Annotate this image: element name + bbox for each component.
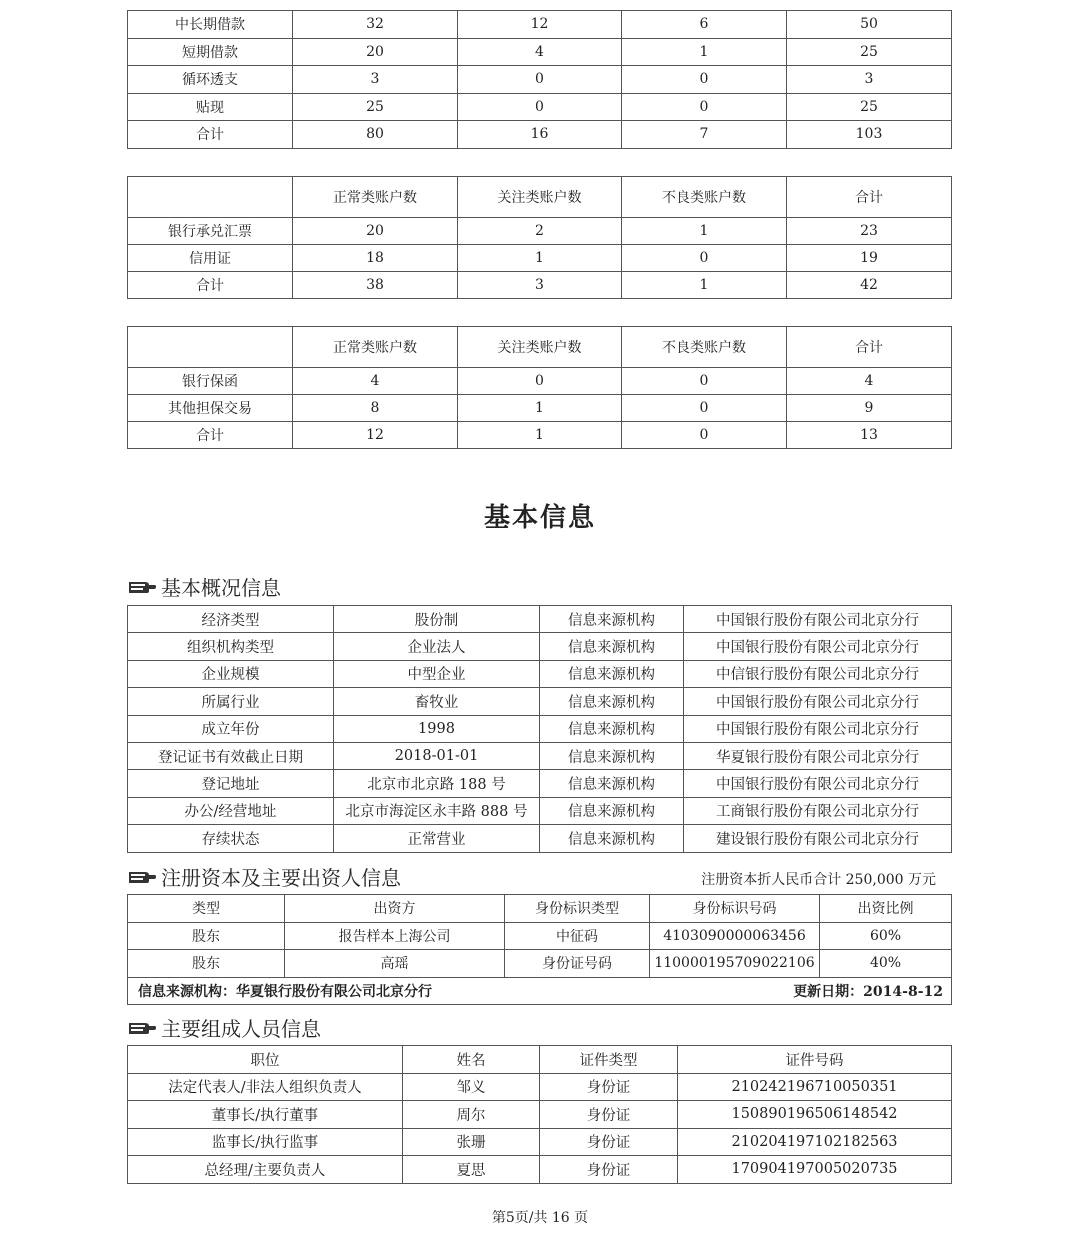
field-value: 股份制 — [334, 606, 540, 633]
table-row — [128, 422, 952, 449]
cell: 4 — [293, 368, 458, 395]
table-row — [128, 770, 952, 797]
row-label: 合计 — [128, 422, 293, 449]
cell: 0 — [622, 245, 787, 272]
field-label: 经济类型 — [128, 606, 334, 633]
cell: 股东 — [128, 922, 285, 950]
source-text: 信息来源机构：华夏银行股份有限公司北京分行 — [138, 983, 432, 1000]
cell: 身份证 — [540, 1101, 678, 1129]
field-label: 成立年份 — [128, 715, 334, 742]
table-header-row — [128, 327, 952, 368]
field-value: 北京市北京路 188 号 — [334, 770, 540, 797]
row-label: 贴现 — [128, 93, 293, 121]
source-value: 中国银行股份有限公司北京分行 — [684, 688, 952, 715]
cell: 50 — [787, 11, 952, 39]
section-title: 基本概况信息 — [161, 576, 281, 600]
cell: 170904197005020735 — [678, 1156, 952, 1184]
source-label: 信息来源机构 — [540, 715, 684, 742]
cell: 12 — [293, 422, 458, 449]
cell: 20 — [293, 218, 458, 245]
header-cell — [128, 327, 293, 368]
table-row — [128, 368, 952, 395]
table-row — [128, 825, 952, 852]
header-cell: 身份标识号码 — [650, 895, 820, 923]
field-value: 2018-01-01 — [334, 742, 540, 769]
basic-info-table — [127, 605, 952, 853]
table-row — [128, 797, 952, 824]
field-value: 1998 — [334, 715, 540, 742]
cell: 3 — [787, 66, 952, 94]
cell: 周尔 — [403, 1101, 540, 1129]
personnel-heading — [127, 1013, 321, 1042]
cell: 42 — [787, 272, 952, 299]
table-row — [128, 688, 952, 715]
table-header-row — [128, 895, 952, 923]
cell: 身份证 — [540, 1156, 678, 1184]
cell: 身份证 — [540, 1128, 678, 1156]
field-label: 所属行业 — [128, 688, 334, 715]
header-cell: 关注类账户数 — [458, 177, 622, 218]
shareholder-table — [127, 894, 952, 1005]
field-label: 登记地址 — [128, 770, 334, 797]
table-row — [128, 272, 952, 299]
row-label: 短期借款 — [128, 38, 293, 66]
cell: 13 — [787, 422, 952, 449]
cell: 4 — [787, 368, 952, 395]
cell: 19 — [787, 245, 952, 272]
source-value: 中国银行股份有限公司北京分行 — [684, 770, 952, 797]
header-cell: 不良类账户数 — [622, 177, 787, 218]
cell: 103 — [787, 121, 952, 149]
pointing-hand-icon — [127, 866, 157, 888]
cell: 张珊 — [403, 1128, 540, 1156]
field-value: 企业法人 — [334, 633, 540, 660]
row-label: 合计 — [128, 121, 293, 149]
cell: 25 — [787, 38, 952, 66]
table-footer-row — [128, 977, 952, 1005]
field-value: 北京市海淀区永丰路 888 号 — [334, 797, 540, 824]
source-value: 中国银行股份有限公司北京分行 — [684, 715, 952, 742]
header-cell: 不良类账户数 — [622, 327, 787, 368]
source-value: 建设银行股份有限公司北京分行 — [684, 825, 952, 852]
cell: 2 — [458, 218, 622, 245]
cell: 4103090000063456 — [650, 922, 820, 950]
cell: 0 — [622, 66, 787, 94]
cell: 12 — [458, 11, 622, 39]
cell: 210204197102182563 — [678, 1128, 952, 1156]
header-cell: 类型 — [128, 895, 285, 923]
table-row — [128, 1101, 952, 1129]
guarantee-table — [127, 326, 952, 449]
table-row — [128, 950, 952, 978]
row-label: 银行承兑汇票 — [128, 218, 293, 245]
header-cell: 出资方 — [285, 895, 505, 923]
field-label: 登记证书有效截止日期 — [128, 742, 334, 769]
cell: 股东 — [128, 950, 285, 978]
cell: 110000195709022106 — [650, 950, 820, 978]
table-row — [128, 1073, 952, 1101]
cell: 1 — [622, 38, 787, 66]
source-label: 信息来源机构 — [540, 770, 684, 797]
header-cell: 正常类账户数 — [293, 177, 458, 218]
row-label: 循环透支 — [128, 66, 293, 94]
header-cell: 合计 — [787, 327, 952, 368]
row-label: 信用证 — [128, 245, 293, 272]
header-cell — [128, 177, 293, 218]
cell: 32 — [293, 11, 458, 39]
cell: 0 — [458, 93, 622, 121]
cell: 7 — [622, 121, 787, 149]
header-cell: 证件类型 — [540, 1046, 678, 1074]
table-header-row — [128, 177, 952, 218]
registered-capital-heading — [127, 862, 401, 891]
cell: 1 — [458, 245, 622, 272]
source-value: 中国银行股份有限公司北京分行 — [684, 606, 952, 633]
table-row — [128, 1156, 952, 1184]
cell: 4 — [458, 38, 622, 66]
source-label: 信息来源机构 — [540, 688, 684, 715]
source-label: 信息来源机构 — [540, 797, 684, 824]
loan-summary-table — [127, 10, 952, 149]
cell: 8 — [293, 395, 458, 422]
cell: 20 — [293, 38, 458, 66]
cell: 1 — [458, 422, 622, 449]
table-row — [128, 715, 952, 742]
section-title: 注册资本及主要出资人信息 — [161, 866, 401, 890]
table-row — [128, 121, 952, 149]
registered-capital-total: 注册资本折人民币合计 250,000 万元 — [701, 872, 936, 888]
cell: 高瑶 — [285, 950, 505, 978]
header-cell: 出资比例 — [820, 895, 952, 923]
source-value: 工商银行股份有限公司北京分行 — [684, 797, 952, 824]
cell: 法定代表人/非法人组织负责人 — [128, 1073, 403, 1101]
cell: 邹义 — [403, 1073, 540, 1101]
page-title: 基本信息 — [483, 503, 596, 533]
row-label: 合计 — [128, 272, 293, 299]
table-row — [128, 38, 952, 66]
table-row — [128, 11, 952, 39]
table-row — [128, 66, 952, 94]
cell: 0 — [622, 422, 787, 449]
row-label: 银行保函 — [128, 368, 293, 395]
cell: 210242196710050351 — [678, 1073, 952, 1101]
cell: 40% — [820, 950, 952, 978]
cell: 3 — [293, 66, 458, 94]
cell: 38 — [293, 272, 458, 299]
cell: 25 — [293, 93, 458, 121]
cell: 身份证号码 — [505, 950, 650, 978]
updated-date: 更新日期：2014-8-12 — [793, 983, 943, 1000]
table-row — [128, 1128, 952, 1156]
table-row — [128, 93, 952, 121]
cell: 25 — [787, 93, 952, 121]
source-footer — [128, 977, 952, 1005]
cell: 中征码 — [505, 922, 650, 950]
source-label: 信息来源机构 — [540, 606, 684, 633]
field-label: 组织机构类型 — [128, 633, 334, 660]
source-label: 信息来源机构 — [540, 633, 684, 660]
cell: 18 — [293, 245, 458, 272]
cell: 0 — [622, 395, 787, 422]
header-cell: 关注类账户数 — [458, 327, 622, 368]
field-label: 企业规模 — [128, 660, 334, 687]
cell: 23 — [787, 218, 952, 245]
header-cell: 正常类账户数 — [293, 327, 458, 368]
basic-section-heading — [127, 572, 281, 601]
header-cell: 合计 — [787, 177, 952, 218]
section-title: 主要组成人员信息 — [161, 1017, 321, 1041]
source-value: 中国银行股份有限公司北京分行 — [684, 633, 952, 660]
acceptance-table — [127, 176, 952, 299]
cell: 1 — [622, 272, 787, 299]
cell: 0 — [458, 368, 622, 395]
cell: 1 — [458, 395, 622, 422]
source-label: 信息来源机构 — [540, 825, 684, 852]
cell: 150890196506148542 — [678, 1101, 952, 1129]
table-row — [128, 395, 952, 422]
field-value: 正常营业 — [334, 825, 540, 852]
personnel-table — [127, 1045, 952, 1184]
cell: 16 — [458, 121, 622, 149]
cell: 0 — [622, 368, 787, 395]
table-row — [128, 633, 952, 660]
source-label: 信息来源机构 — [540, 742, 684, 769]
header-cell: 证件号码 — [678, 1046, 952, 1074]
cell: 身份证 — [540, 1073, 678, 1101]
field-label: 办公/经营地址 — [128, 797, 334, 824]
cell: 9 — [787, 395, 952, 422]
row-label: 其他担保交易 — [128, 395, 293, 422]
cell: 6 — [622, 11, 787, 39]
field-value: 中型企业 — [334, 660, 540, 687]
cell: 3 — [458, 272, 622, 299]
cell: 80 — [293, 121, 458, 149]
cell: 1 — [622, 218, 787, 245]
page-number: 第5页/共 16 页 — [491, 1210, 589, 1226]
source-label: 信息来源机构 — [540, 660, 684, 687]
source-value: 中信银行股份有限公司北京分行 — [684, 660, 952, 687]
table-row — [128, 660, 952, 687]
pointing-hand-icon — [127, 576, 157, 598]
cell: 总经理/主要负责人 — [128, 1156, 403, 1184]
cell: 60% — [820, 922, 952, 950]
cell: 0 — [458, 66, 622, 94]
header-cell: 身份标识类型 — [505, 895, 650, 923]
pointing-hand-icon — [127, 1017, 157, 1039]
header-cell: 姓名 — [403, 1046, 540, 1074]
cell: 监事长/执行监事 — [128, 1128, 403, 1156]
table-row — [128, 218, 952, 245]
row-label: 中长期借款 — [128, 11, 293, 39]
table-row — [128, 245, 952, 272]
cell: 报告样本上海公司 — [285, 922, 505, 950]
cell: 0 — [622, 93, 787, 121]
field-label: 存续状态 — [128, 825, 334, 852]
source-value: 华夏银行股份有限公司北京分行 — [684, 742, 952, 769]
cell: 董事长/执行董事 — [128, 1101, 403, 1129]
table-row — [128, 742, 952, 769]
table-header-row — [128, 1046, 952, 1074]
header-cell: 职位 — [128, 1046, 403, 1074]
table-row — [128, 922, 952, 950]
cell: 夏思 — [403, 1156, 540, 1184]
field-value: 畜牧业 — [334, 688, 540, 715]
table-row — [128, 606, 952, 633]
